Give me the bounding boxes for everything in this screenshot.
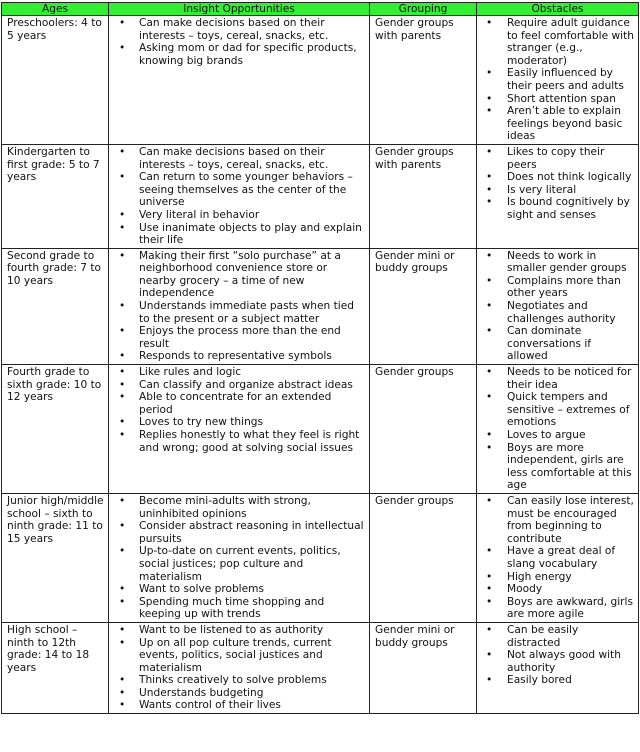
insight-item: • Spending much time shopping and keeping up with trends <box>114 596 365 621</box>
insight-list <box>114 17 365 67</box>
age-cell: Second grade to fourth grade: 7 to 10 years <box>2 248 109 364</box>
obstacle-item: • Loves to argue <box>482 429 634 442</box>
obstacle-item: • Negotiates and challenges authority <box>482 300 634 325</box>
insight-item: • Loves to try new things <box>114 416 365 429</box>
obstacle-item: • Does not think logically <box>482 171 634 184</box>
insight-item: • Asking mom or dad for specific products, knowing big brands <box>114 42 365 67</box>
insight-item: • Wants control of their lives <box>114 699 365 712</box>
insight-opportunities-cell <box>109 144 370 248</box>
age-cell: Kindergarten to first grade: 5 to 7 years <box>2 144 109 248</box>
obstacles-cell <box>477 365 639 494</box>
obstacles-cell <box>477 493 639 622</box>
insight-opportunities-cell <box>109 365 370 494</box>
obstacle-list <box>482 250 634 363</box>
grouping-cell: Gender groups with parents <box>370 16 477 145</box>
header-insight-opportunities: Insight Opportunities <box>109 3 370 16</box>
obstacle-item: • Easily bored <box>482 674 634 687</box>
obstacle-item: • Require adult guidance to feel comfortable with stranger (e.g., moderator) <box>482 17 634 67</box>
obstacle-list <box>482 17 634 143</box>
insight-item: • Thinks creatively to solve problems <box>114 674 365 687</box>
obstacle-item: • Needs to be noticed for their idea <box>482 366 634 391</box>
insight-item: • Understands budgeting <box>114 687 365 700</box>
insight-item: • Want to be listened to as authority <box>114 624 365 637</box>
insight-opportunities-cell <box>109 493 370 622</box>
table-row <box>2 16 639 145</box>
age-cell: Fourth grade to sixth grade: 10 to 12 years <box>2 365 109 494</box>
insight-list <box>114 250 365 363</box>
insight-item: • Can return to some younger behaviors – seeing themselves as the center of the universe <box>114 171 365 209</box>
obstacle-item: • Needs to work in smaller gender groups <box>482 250 634 275</box>
obstacle-item: • Short attention span <box>482 93 634 106</box>
age-groups-table <box>1 2 639 714</box>
insight-list <box>114 146 365 247</box>
insight-item: • Like rules and logic <box>114 366 365 379</box>
obstacle-item: • Boys are awkward, girls are more agile <box>482 596 634 621</box>
obstacle-item: • Can dominate conversations if allowed <box>482 325 634 363</box>
table-row <box>2 493 639 622</box>
obstacle-item: • Not always good with authority <box>482 649 634 674</box>
table-row <box>2 248 639 364</box>
table-row <box>2 622 639 713</box>
insight-list <box>114 495 365 621</box>
insight-item: • Want to solve problems <box>114 583 365 596</box>
insight-list <box>114 366 365 454</box>
grouping-cell: Gender groups <box>370 493 477 622</box>
obstacles-cell <box>477 248 639 364</box>
insight-item: • Can make decisions based on their interests – toys, cereal, snacks, etc. <box>114 17 365 42</box>
header-ages: Ages <box>2 3 109 16</box>
obstacle-item: • Have a great deal of slang vocabulary <box>482 545 634 570</box>
insight-opportunities-cell <box>109 16 370 145</box>
insight-item: • Replies honestly to what they feel is right and wrong; good at solving social issues <box>114 429 365 454</box>
obstacle-item: • Is bound cognitively by sight and senses <box>482 196 634 221</box>
table-row <box>2 144 639 248</box>
age-cell: High school – ninth to 12th grade: 14 to 18 years <box>2 622 109 713</box>
header-obstacles: Obstacles <box>477 3 639 16</box>
header-grouping: Grouping <box>370 3 477 16</box>
insight-item: • Up-to-date on current events, politics, social justices; pop culture and materialism <box>114 545 365 583</box>
grouping-cell: Gender groups with parents <box>370 144 477 248</box>
age-cell: Junior high/middle school – sixth to ninth grade: 11 to 15 years <box>2 493 109 622</box>
insight-item: • Understands immediate pasts when tied to the present or a subject matter <box>114 300 365 325</box>
header-row <box>2 3 639 16</box>
insight-item: • Able to concentrate for an extended period <box>114 391 365 416</box>
insight-opportunities-cell <box>109 248 370 364</box>
insight-item: • Consider abstract reasoning in intellectual pursuits <box>114 520 365 545</box>
obstacle-item: • Easily influenced by their peers and adults <box>482 67 634 92</box>
insight-opportunities-cell <box>109 622 370 713</box>
grouping-cell: Gender groups <box>370 365 477 494</box>
obstacle-list <box>482 366 634 492</box>
insight-list <box>114 624 365 712</box>
obstacle-item: • Can be easily distracted <box>482 624 634 649</box>
obstacle-item: • Is very literal <box>482 184 634 197</box>
table-body <box>2 16 639 714</box>
insight-item: • Making their first “solo purchase” at a neighborhood convenience store or nearby grocery – a time of new independence <box>114 250 365 300</box>
insight-item: • Become mini-adults with strong, uninhibited opinions <box>114 495 365 520</box>
obstacle-item: • High energy <box>482 571 634 584</box>
insight-item: • Can classify and organize abstract ideas <box>114 379 365 392</box>
obstacles-cell <box>477 622 639 713</box>
obstacle-list <box>482 146 634 222</box>
obstacle-item: • Boys are more independent, girls are less comfortable at this age <box>482 442 634 492</box>
grouping-cell: Gender mini or buddy groups <box>370 248 477 364</box>
insight-item: • Very literal in behavior <box>114 209 365 222</box>
obstacle-item: • Quick tempers and sensitive – extremes of emotions <box>482 391 634 429</box>
insight-item: • Enjoys the process more than the end result <box>114 325 365 350</box>
insight-item: • Up on all pop culture trends, current events, politics, social justices and materialism <box>114 637 365 675</box>
obstacles-cell <box>477 16 639 145</box>
grouping-cell: Gender mini or buddy groups <box>370 622 477 713</box>
age-cell: Preschoolers: 4 to 5 years <box>2 16 109 145</box>
obstacle-item: • Moody <box>482 583 634 596</box>
insight-item: • Responds to representative symbols <box>114 350 365 363</box>
obstacles-cell <box>477 144 639 248</box>
obstacle-item: • Complains more than other years <box>482 275 634 300</box>
obstacle-list <box>482 495 634 621</box>
obstacle-item: • Likes to copy their peers <box>482 146 634 171</box>
obstacle-item: • Aren’t able to explain feelings beyond basic ideas <box>482 105 634 143</box>
insight-item: • Use inanimate objects to play and explain their life <box>114 222 365 247</box>
obstacle-item: • Can easily lose interest, must be encouraged from beginning to contribute <box>482 495 634 545</box>
insight-item: • Can make decisions based on their interests – toys, cereal, snacks, etc. <box>114 146 365 171</box>
table-row <box>2 365 639 494</box>
obstacle-list <box>482 624 634 687</box>
